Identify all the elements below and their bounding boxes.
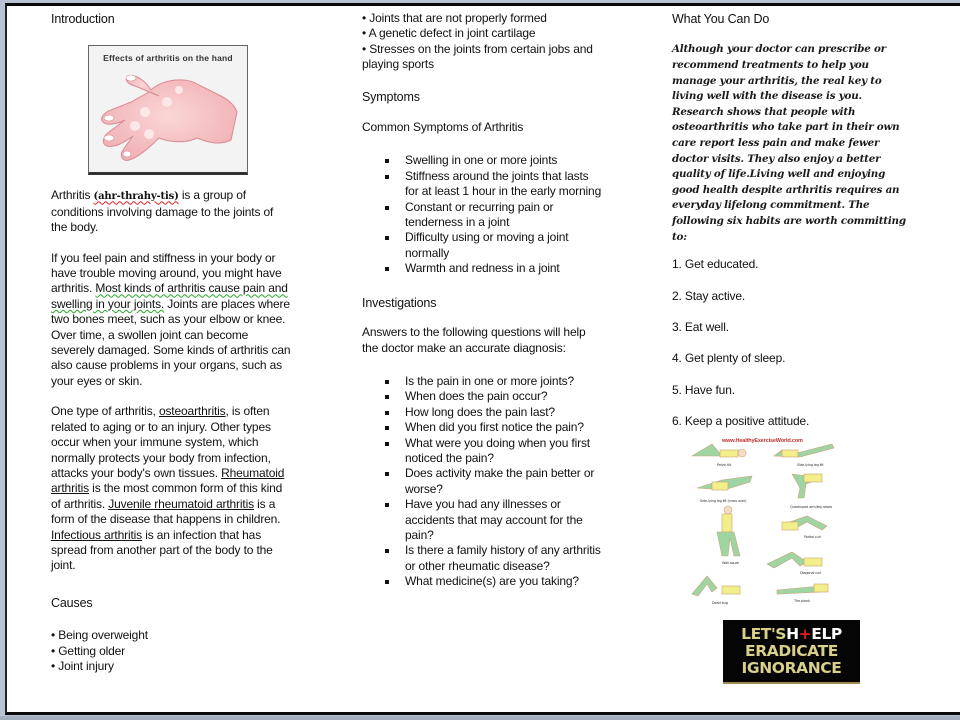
list-item: Constant or recurring pain or tenderness in a joint	[362, 200, 602, 231]
text: Joints are places where two bones meet, such as your elbow or knee. Over time, a swollen joint can become severely damaged. Some kinds of arthritis can also cause problems in your organs, such as your eyes or skin.	[51, 296, 291, 388]
badge-text: H	[786, 625, 799, 643]
list-item: Does activity make the pain better or worse?	[362, 466, 602, 497]
document-page	[5, 3, 960, 715]
investigations-intro: Answers to the following questions will help the doctor make an accurate diagnosis:	[362, 325, 586, 355]
lets-help-eradicate-ignorance-badge	[723, 620, 860, 684]
list-item: 1. Get educated.	[672, 257, 759, 272]
causes-list-continued	[362, 11, 602, 73]
list-item: When does the pain occur?	[362, 389, 602, 404]
list-item: Is there a family history of any arthritis or other rheumatic disease?	[362, 543, 602, 574]
list-item: Is the pain in one or more joints?	[362, 374, 602, 389]
grammar-flagged-text: Most kinds of arthritis cause pain and swelling in your joints.	[51, 281, 288, 311]
exercise-figures-icon	[682, 426, 852, 606]
link-juvenile-rheumatoid-arthritis[interactable]: Juvenile rheumatoid arthritis	[108, 496, 254, 511]
list-item: • Being overweight	[51, 628, 291, 643]
list-item: What medicine(s) are you taking?	[362, 574, 602, 589]
text: is a form of the disease that happens in children.	[51, 496, 281, 527]
text: Arthritis	[51, 188, 94, 203]
symptoms-list	[362, 153, 602, 276]
list-item: • Stresses on the joints from certain jobs and playing sports	[362, 42, 602, 73]
badge-text: LET'S	[741, 625, 787, 643]
list-item: Stiffness around the joints that lasts for at least 1 hour in the early morning	[362, 169, 602, 200]
heading-investigations: Investigations	[362, 295, 437, 310]
list-item: Have you had any illnesses or accidents that may account for the pain?	[362, 497, 602, 543]
intro-paragraph-3	[51, 404, 291, 573]
text: is an infection that has spread from another part of the body to the joint.	[51, 527, 273, 573]
list-item: Difficulty using or moving a joint normally	[362, 230, 602, 261]
badge-line-3: IGNORANCE	[741, 659, 842, 677]
heading-symptoms: Symptoms	[362, 89, 420, 104]
list-item: • Joints that are not properly formed	[362, 11, 602, 26]
text: One type of arthritis,	[51, 404, 159, 419]
questions-list	[362, 374, 602, 590]
heading-what-you-can-do: What You Can Do	[672, 12, 770, 26]
list-item: • Joint injury	[51, 659, 291, 674]
window-bottom-edge	[0, 716, 960, 720]
pronunciation: (ahr-thrahy-tis)	[93, 191, 179, 203]
symptoms-subheading: Common Symptoms of Arthritis	[362, 120, 524, 135]
red-cross-icon: +	[798, 625, 812, 643]
svg-text:The plank: The plank	[794, 599, 810, 603]
badge-help-text	[786, 625, 842, 643]
text: is a group of conditions involving damage to the joints of the body.	[51, 188, 274, 235]
list-item: 4. Get plenty of sleep.	[672, 351, 786, 366]
link-osteoarthritis[interactable]: osteoarthritis	[158, 404, 226, 419]
exercise-illustration	[682, 426, 852, 606]
heading-causes: Causes	[51, 595, 93, 610]
list-item: • A genetic defect in joint cartilage	[362, 26, 602, 41]
exercise-image-url: www.HealthyExerciseWorld.com	[722, 438, 803, 444]
arthritis-hand-image	[88, 45, 248, 175]
list-item: 3. Eat well.	[672, 319, 729, 334]
causes-list	[51, 628, 291, 674]
svg-text:Partial curl: Partial curl	[804, 535, 821, 539]
list-item: 5. Have fun.	[672, 382, 735, 397]
badge-text: ELP	[811, 625, 842, 643]
intro-paragraph-1	[51, 188, 291, 235]
habits-list	[672, 257, 912, 429]
text: If you feel pain and stiffness in your body or have trouble moving around, you might have arthritis.	[51, 250, 282, 296]
what-you-can-do-body: Although your doctor can prescribe or recommend treatments to help you manage your arthritis, the real key to living well with the disease is you. Research shows that people with osteoarthritis who take part in their own care report less pain and make fewer doctor visits. They also enjoy a better quality of life.Living well and enjoying good health despite arthritis requires an everyday lifelong commitment. The following six habits are worth committing to:	[672, 43, 906, 243]
column-introduction	[51, 6, 291, 674]
svg-text:Wall squat: Wall squat	[722, 561, 739, 565]
heading-introduction: Introduction	[51, 12, 115, 26]
svg-text:Side-lying leg lift: Side-lying leg lift	[797, 463, 824, 467]
svg-text:Quadruped arm/leg raises: Quadruped arm/leg raises	[790, 505, 833, 509]
column-symptoms	[362, 6, 602, 590]
list-item: • Getting older	[51, 644, 291, 659]
list-item: 6. Keep a positive attitude.	[672, 414, 810, 429]
column-what-you-can-do	[672, 6, 912, 677]
svg-text:Diagonal curl: Diagonal curl	[800, 571, 822, 575]
intro-paragraph-2	[51, 251, 291, 390]
image-caption: Effects of arthritis on the hand	[103, 53, 233, 63]
text: is the most common form of this kind of arthritis.	[51, 481, 283, 511]
svg-text:Dead bug: Dead bug	[712, 601, 728, 605]
svg-text:Pelvic tilt: Pelvic tilt	[717, 463, 732, 467]
badge-line-2: ERADICATE	[745, 642, 838, 660]
list-item: Swelling in one or more joints	[362, 153, 602, 168]
text: , is often related to aging or to an injury. Other types occur when your immune system, which normally protects your body from infection, attacks your body's own tissues.	[51, 404, 271, 480]
list-item: When did you first notice the pain?	[362, 420, 602, 435]
list-item: How long does the pain last?	[362, 405, 602, 420]
arthritic-hand-icon	[89, 62, 247, 172]
link-infectious-arthritis[interactable]: Infectious arthritis	[51, 527, 143, 542]
list-item: What were you doing when you first noticed the pain?	[362, 436, 602, 467]
badge-line-1	[723, 626, 860, 643]
list-item: 2. Stay active.	[672, 288, 746, 303]
list-item: Warmth and redness in a joint	[362, 261, 602, 276]
link-rheumatoid-arthritis[interactable]: Rheumatoid arthritis	[51, 465, 285, 496]
svg-text:Side-lying leg lift (cross ove: Side-lying leg lift (cross over)	[700, 499, 747, 503]
